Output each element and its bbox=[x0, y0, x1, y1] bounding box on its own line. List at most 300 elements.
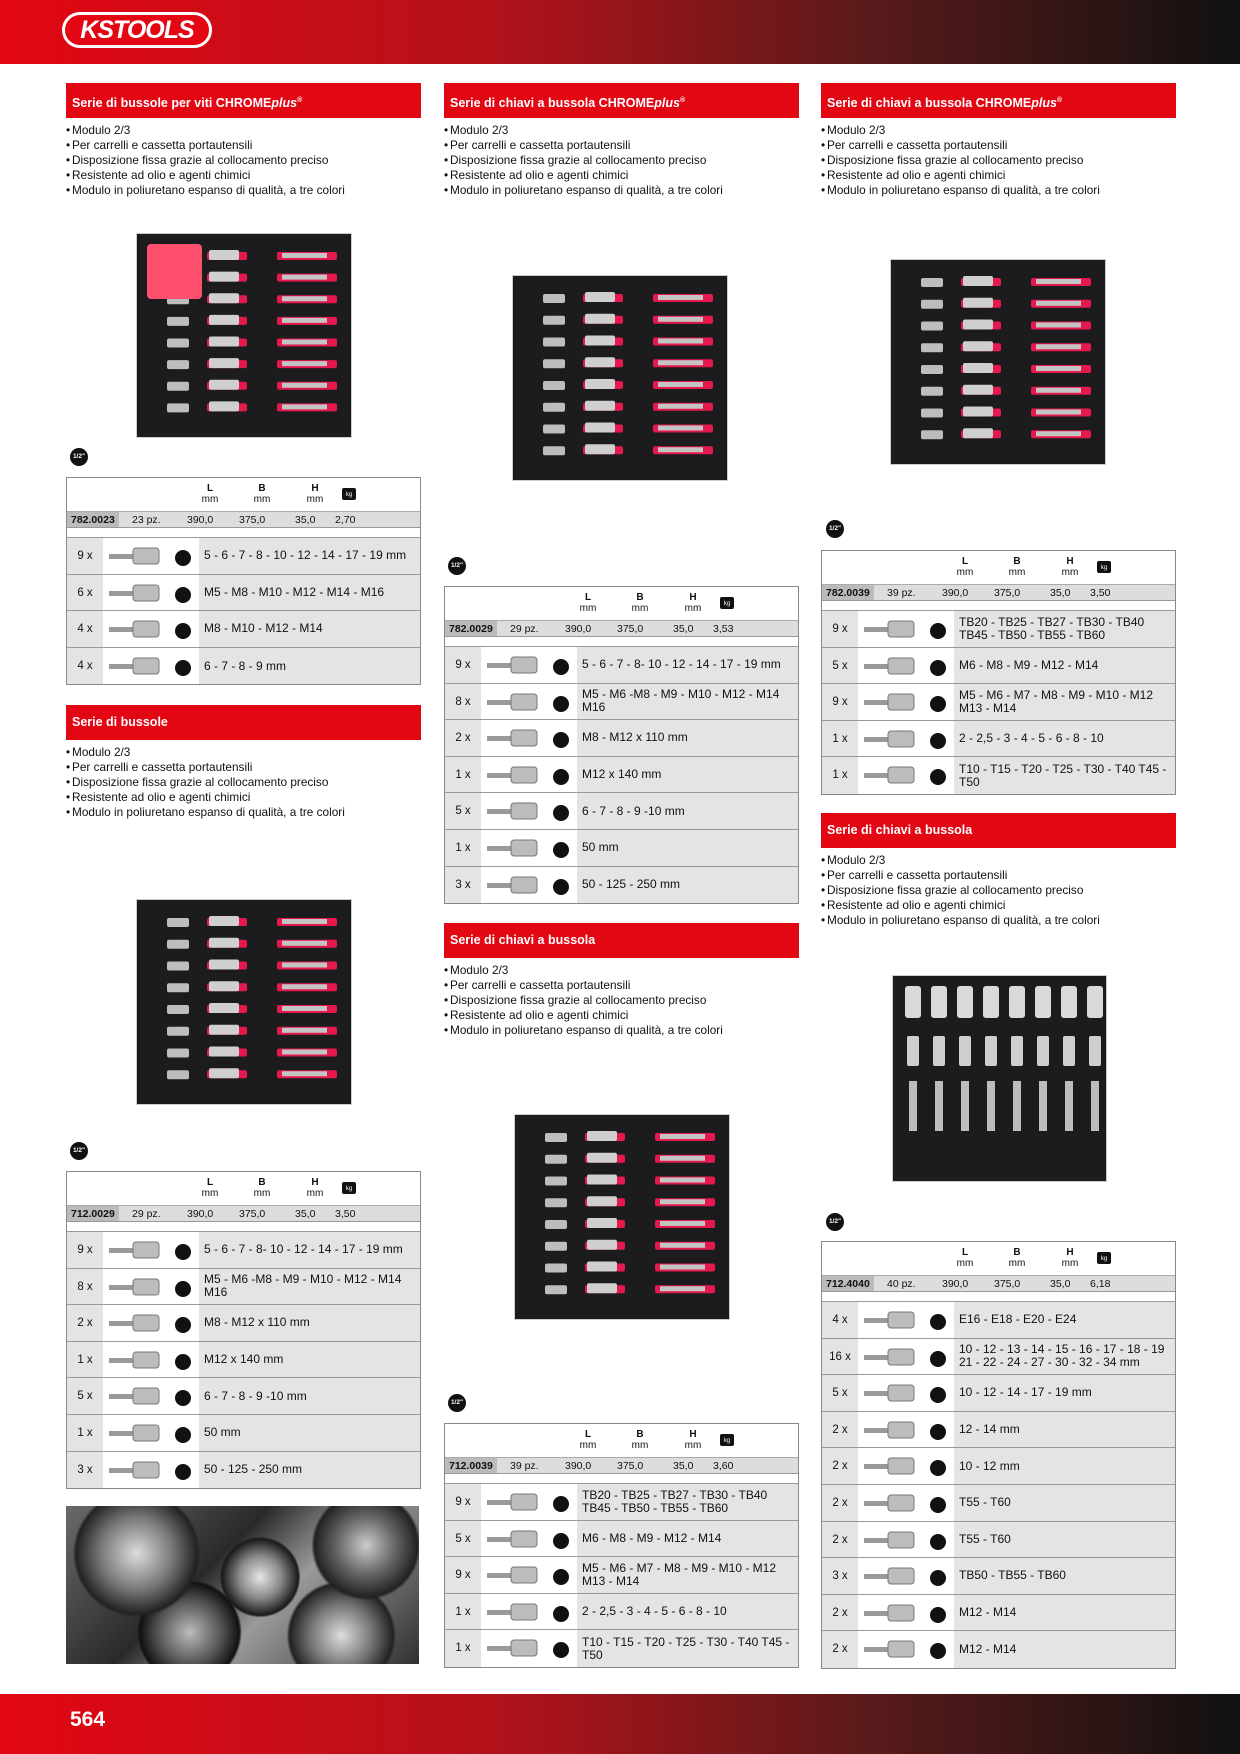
section-title: Serie di chiavi a bussola bbox=[444, 923, 799, 958]
quantity: 1 x bbox=[67, 1415, 103, 1451]
quantity: 2 x bbox=[822, 1412, 858, 1448]
table-row bbox=[445, 867, 798, 904]
size-description: T55 - T60 bbox=[954, 1522, 1175, 1558]
table-row bbox=[67, 1378, 420, 1415]
quantity: 5 x bbox=[822, 648, 858, 684]
width-header: B mm bbox=[253, 483, 271, 505]
article-row bbox=[822, 1276, 1175, 1292]
tool-icon bbox=[481, 757, 577, 793]
width-value: 375,0 bbox=[994, 587, 1021, 599]
section-title: Serie di chiavi a bussola CHROMEplus® bbox=[444, 83, 799, 118]
section-3 bbox=[444, 923, 799, 1038]
quantity: 1 x bbox=[445, 757, 481, 793]
feature-item: • Resistente ad olio e agenti chimici bbox=[821, 168, 1176, 183]
tool-image bbox=[481, 867, 577, 904]
section-0 bbox=[66, 83, 421, 198]
quantity: 9 x bbox=[822, 684, 858, 720]
tool-icon bbox=[103, 1269, 199, 1305]
feature-item: • Modulo in poliuretano espanso di qualità, a tre colori bbox=[444, 1023, 799, 1038]
tray-foam-icon bbox=[137, 234, 351, 437]
tool-icon bbox=[481, 720, 577, 756]
quantity: 2 x bbox=[445, 720, 481, 756]
weight-value: 2,70 bbox=[335, 514, 356, 526]
header-bar bbox=[0, 0, 1240, 64]
table-row bbox=[822, 1412, 1175, 1449]
quantity: 1 x bbox=[822, 757, 858, 794]
tool-icon bbox=[481, 1484, 577, 1520]
tool-image bbox=[103, 648, 199, 685]
tool-icon bbox=[858, 1485, 954, 1521]
tool-icon bbox=[103, 575, 199, 611]
quantity: 9 x bbox=[822, 611, 858, 647]
size-description: T10 - T15 - T20 - T25 - T30 - T40 T45 - T50 bbox=[577, 1630, 798, 1667]
tool-image bbox=[103, 1452, 199, 1489]
spec-header bbox=[67, 1172, 420, 1206]
tool-icon bbox=[481, 647, 577, 683]
spacer bbox=[445, 1474, 798, 1484]
size-description: 2 - 2,5 - 3 - 4 - 5 - 6 - 8 - 10 bbox=[577, 1594, 798, 1630]
width-header: B mm bbox=[631, 592, 649, 614]
length-value: 390,0 bbox=[942, 587, 969, 599]
tool-image bbox=[103, 575, 199, 611]
quantity: 3 x bbox=[445, 867, 481, 904]
article-code: 782.0029 bbox=[445, 621, 497, 636]
size-description: M12 x 140 mm bbox=[199, 1342, 420, 1378]
feature-item: • Disposizione fissa grazie al collocamento preciso bbox=[444, 153, 799, 168]
feature-item: • Per carrelli e cassetta portautensili bbox=[444, 138, 799, 153]
size-description: M12 - M14 bbox=[954, 1595, 1175, 1631]
table-row bbox=[67, 648, 420, 685]
tool-image bbox=[858, 684, 954, 720]
size-description: 50 mm bbox=[577, 830, 798, 866]
tool-image bbox=[858, 757, 954, 794]
quantity: 2 x bbox=[822, 1448, 858, 1484]
height-header: H mm bbox=[684, 1429, 702, 1451]
tool-icon bbox=[481, 830, 577, 866]
tool-image bbox=[858, 1522, 954, 1558]
tool-image bbox=[103, 1342, 199, 1378]
size-description: 10 - 12 mm bbox=[954, 1448, 1175, 1484]
size-description: M8 - M10 - M12 - M14 bbox=[199, 611, 420, 647]
quantity: 1 x bbox=[67, 1342, 103, 1378]
drive-size-badge: 1/2" bbox=[826, 520, 844, 538]
size-description: 10 - 12 - 13 - 14 - 15 - 16 - 17 - 18 - 19 21 - 22 - 24 - 27 - 30 - 32 - 34 mm bbox=[954, 1339, 1175, 1375]
quantity: 9 x bbox=[67, 1232, 103, 1268]
table-row bbox=[67, 1415, 420, 1452]
tray-foam-icon bbox=[891, 260, 1105, 464]
tray-foam-icon bbox=[137, 900, 351, 1104]
spec-table bbox=[444, 586, 799, 904]
feature-item: • Disposizione fissa grazie al collocamento preciso bbox=[821, 153, 1176, 168]
section-title: Serie di bussole per viti CHROMEplus® bbox=[66, 83, 421, 118]
table-row bbox=[445, 720, 798, 757]
size-description: M5 - M6 -M8 - M9 - M10 - M12 - M14 M16 bbox=[199, 1269, 420, 1305]
spec-header bbox=[445, 1424, 798, 1458]
article-row bbox=[822, 585, 1175, 601]
length-value: 390,0 bbox=[942, 1278, 969, 1290]
feature-item: • Resistente ad olio e agenti chimici bbox=[821, 898, 1176, 913]
tool-icon bbox=[858, 611, 954, 647]
table-row bbox=[822, 648, 1175, 685]
product-tray-image bbox=[512, 275, 728, 481]
weight-value: 3,50 bbox=[1090, 587, 1111, 599]
length-header: L mm bbox=[201, 1177, 219, 1199]
feature-item: • Resistente ad olio e agenti chimici bbox=[444, 168, 799, 183]
article-code: 782.0039 bbox=[822, 585, 874, 600]
tool-icon bbox=[481, 1521, 577, 1557]
table-row bbox=[822, 1558, 1175, 1595]
weight-kg-icon: kg bbox=[720, 597, 734, 609]
tool-icon bbox=[103, 648, 199, 684]
feature-item: • Modulo in poliuretano espanso di qualità, a tre colori bbox=[444, 183, 799, 198]
tool-icon bbox=[481, 1594, 577, 1630]
table-row bbox=[822, 611, 1175, 648]
spec-table bbox=[66, 1171, 421, 1489]
quantity: 2 x bbox=[822, 1522, 858, 1558]
tool-image bbox=[481, 1594, 577, 1630]
table-row bbox=[822, 1339, 1175, 1376]
tool-image bbox=[858, 1631, 954, 1668]
tool-icon bbox=[858, 1631, 954, 1667]
weight-value: 6,18 bbox=[1090, 1278, 1111, 1290]
height-value: 35,0 bbox=[295, 514, 316, 526]
tool-icon bbox=[481, 1630, 577, 1666]
tool-icon bbox=[481, 684, 577, 720]
size-description: M5 - M6 - M7 - M8 - M9 - M10 - M12 M13 - M14 bbox=[954, 684, 1175, 720]
tool-image bbox=[103, 538, 199, 574]
quantity: 2 x bbox=[67, 1305, 103, 1341]
tool-icon bbox=[103, 538, 199, 574]
tool-image bbox=[858, 1412, 954, 1448]
weight-kg-icon: kg bbox=[342, 488, 356, 500]
table-row bbox=[822, 757, 1175, 794]
size-description: M12 - M14 bbox=[954, 1631, 1175, 1668]
size-description: 6 - 7 - 8 - 9 -10 mm bbox=[199, 1378, 420, 1414]
product-tray-image bbox=[890, 259, 1106, 465]
spec-header bbox=[445, 587, 798, 621]
size-description: 12 - 14 mm bbox=[954, 1412, 1175, 1448]
section-title: Serie di chiavi a bussola bbox=[821, 813, 1176, 848]
tool-image bbox=[481, 1630, 577, 1667]
weight-kg-icon: kg bbox=[342, 1182, 356, 1194]
quantity: 2 x bbox=[822, 1631, 858, 1668]
feature-item: • Disposizione fissa grazie al collocamento preciso bbox=[66, 775, 421, 790]
drive-size-badge: 1/2" bbox=[70, 448, 88, 466]
feature-item: • Modulo 2/3 bbox=[821, 123, 1176, 138]
feature-item: • Per carrelli e cassetta portautensili bbox=[66, 138, 421, 153]
spec-header bbox=[67, 478, 420, 512]
feature-item: • Per carrelli e cassetta portautensili bbox=[821, 868, 1176, 883]
tool-icon bbox=[103, 1232, 199, 1268]
feature-item: • Modulo in poliuretano espanso di qualità, a tre colori bbox=[821, 913, 1176, 928]
tool-icon bbox=[858, 721, 954, 757]
table-row bbox=[822, 1448, 1175, 1485]
size-description: 50 - 125 - 250 mm bbox=[577, 867, 798, 904]
tool-icon bbox=[858, 1522, 954, 1558]
quantity: 2 x bbox=[822, 1595, 858, 1631]
size-description: 5 - 6 - 7 - 8 - 10 - 12 - 14 - 17 - 19 mm bbox=[199, 538, 420, 574]
feature-list bbox=[66, 745, 421, 820]
tool-image bbox=[103, 611, 199, 647]
size-description: M5 - M8 - M10 - M12 - M14 - M16 bbox=[199, 575, 420, 611]
size-description: M5 - M6 - M7 - M8 - M9 - M10 - M12 M13 - M14 bbox=[577, 1557, 798, 1593]
feature-item: • Resistente ad olio e agenti chimici bbox=[66, 790, 421, 805]
feature-item: • Disposizione fissa grazie al collocamento preciso bbox=[66, 153, 421, 168]
tool-image bbox=[858, 1302, 954, 1338]
quantity: 1 x bbox=[445, 1594, 481, 1630]
weight-kg-icon: kg bbox=[1097, 1252, 1111, 1264]
quantity: 5 x bbox=[445, 1521, 481, 1557]
tool-image bbox=[858, 1595, 954, 1631]
weight-value: 3,53 bbox=[713, 623, 734, 635]
quantity: 1 x bbox=[822, 721, 858, 757]
width-value: 375,0 bbox=[994, 1278, 1021, 1290]
length-value: 390,0 bbox=[187, 1208, 214, 1220]
feature-item: • Per carrelli e cassetta portautensili bbox=[444, 978, 799, 993]
tool-image bbox=[103, 1378, 199, 1414]
size-description: 10 - 12 - 14 - 17 - 19 mm bbox=[954, 1375, 1175, 1411]
tool-image bbox=[481, 830, 577, 866]
height-header: H mm bbox=[684, 592, 702, 614]
tool-image bbox=[858, 648, 954, 684]
feature-item: • Per carrelli e cassetta portautensili bbox=[66, 760, 421, 775]
table-row bbox=[445, 684, 798, 721]
table-row bbox=[445, 830, 798, 867]
height-header: H mm bbox=[306, 1177, 324, 1199]
article-row bbox=[445, 1458, 798, 1474]
tool-image bbox=[481, 720, 577, 756]
feature-item: • Modulo 2/3 bbox=[821, 853, 1176, 868]
height-value: 35,0 bbox=[1050, 587, 1071, 599]
section-1 bbox=[66, 705, 421, 820]
product-tray-image bbox=[892, 975, 1107, 1182]
tool-icon bbox=[103, 611, 199, 647]
width-header: B mm bbox=[1008, 1247, 1026, 1269]
tool-image bbox=[481, 793, 577, 829]
feature-item: • Modulo 2/3 bbox=[444, 963, 799, 978]
height-value: 35,0 bbox=[295, 1208, 316, 1220]
section-2 bbox=[444, 83, 799, 198]
table-row bbox=[445, 1521, 798, 1558]
tray-foam-icon bbox=[513, 276, 727, 480]
size-description: TB20 - TB25 - TB27 - TB30 - TB40 TB45 - TB50 - TB55 - TB60 bbox=[577, 1484, 798, 1520]
spacer bbox=[445, 637, 798, 647]
feature-item: • Resistente ad olio e agenti chimici bbox=[66, 168, 421, 183]
table-row bbox=[67, 575, 420, 612]
quantity: 5 x bbox=[822, 1375, 858, 1411]
tool-icon bbox=[858, 1448, 954, 1484]
table-row bbox=[445, 793, 798, 830]
quantity: 5 x bbox=[67, 1378, 103, 1414]
tool-icon bbox=[103, 1452, 199, 1488]
feature-item: • Modulo 2/3 bbox=[66, 123, 421, 138]
spacer bbox=[67, 1222, 420, 1232]
table-row bbox=[67, 538, 420, 575]
tool-icon bbox=[481, 793, 577, 829]
table-row bbox=[445, 1484, 798, 1521]
drive-size-badge: 1/2" bbox=[70, 1142, 88, 1160]
table-row bbox=[67, 1269, 420, 1306]
tool-image bbox=[103, 1232, 199, 1268]
tray-foam-icon bbox=[515, 1115, 729, 1319]
tool-image bbox=[858, 1485, 954, 1521]
size-description: M8 - M12 x 110 mm bbox=[577, 720, 798, 756]
size-description: 50 - 125 - 250 mm bbox=[199, 1452, 420, 1489]
article-code: 712.0039 bbox=[445, 1458, 497, 1473]
table-row bbox=[822, 1302, 1175, 1339]
article-code: 712.0029 bbox=[67, 1206, 119, 1221]
tool-image bbox=[858, 1339, 954, 1375]
tool-image bbox=[858, 1375, 954, 1411]
tool-icon bbox=[858, 1302, 954, 1338]
feature-item: • Disposizione fissa grazie al collocamento preciso bbox=[444, 993, 799, 1008]
tool-icon bbox=[481, 867, 577, 903]
tool-image bbox=[858, 611, 954, 647]
feature-item: • Modulo in poliuretano espanso di qualità, a tre colori bbox=[66, 183, 421, 198]
width-header: B mm bbox=[631, 1429, 649, 1451]
quantity: 9 x bbox=[445, 1557, 481, 1593]
tool-image bbox=[481, 1521, 577, 1557]
feature-list bbox=[444, 963, 799, 1038]
size-description: M6 - M8 - M9 - M12 - M14 bbox=[954, 648, 1175, 684]
spacer bbox=[822, 1292, 1175, 1302]
length-header: L mm bbox=[201, 483, 219, 505]
feature-list bbox=[66, 123, 421, 198]
quantity: 4 x bbox=[67, 611, 103, 647]
table-row bbox=[67, 1342, 420, 1379]
size-description: 6 - 7 - 8 - 9 -10 mm bbox=[577, 793, 798, 829]
spec-table bbox=[821, 550, 1176, 795]
piece-count: 29 pz. bbox=[510, 623, 539, 635]
length-value: 390,0 bbox=[187, 514, 214, 526]
width-header: B mm bbox=[253, 1177, 271, 1199]
height-header: H mm bbox=[1061, 556, 1079, 578]
length-header: L mm bbox=[956, 1247, 974, 1269]
page-number: 564 bbox=[70, 1708, 106, 1731]
tool-image bbox=[103, 1415, 199, 1451]
tool-icon bbox=[103, 1342, 199, 1378]
table-row bbox=[822, 1522, 1175, 1559]
tool-image bbox=[858, 721, 954, 757]
quantity: 9 x bbox=[445, 647, 481, 683]
size-description: M5 - M6 -M8 - M9 - M10 - M12 - M14 M16 bbox=[577, 684, 798, 720]
table-row bbox=[67, 1305, 420, 1342]
table-row bbox=[822, 1375, 1175, 1412]
tool-icon bbox=[103, 1415, 199, 1451]
tray-foam-icon bbox=[893, 976, 1106, 1181]
feature-item: • Modulo 2/3 bbox=[66, 745, 421, 760]
size-description: T10 - T15 - T20 - T25 - T30 - T40 T45 - T50 bbox=[954, 757, 1175, 794]
article-row bbox=[67, 512, 420, 528]
spec-table bbox=[444, 1423, 799, 1668]
quantity: 9 x bbox=[445, 1484, 481, 1520]
weight-value: 3,60 bbox=[713, 1460, 734, 1472]
table-row bbox=[822, 1485, 1175, 1522]
article-code: 712.4040 bbox=[822, 1276, 874, 1291]
tool-image bbox=[103, 1269, 199, 1305]
article-row bbox=[445, 621, 798, 637]
quantity: 6 x bbox=[67, 575, 103, 611]
drive-size-badge: 1/2" bbox=[448, 1394, 466, 1412]
tool-image bbox=[481, 1557, 577, 1593]
feature-item: • Disposizione fissa grazie al collocamento preciso bbox=[821, 883, 1176, 898]
table-row bbox=[822, 721, 1175, 758]
sockets-photo bbox=[66, 1506, 419, 1664]
feature-list bbox=[444, 123, 799, 198]
size-description: 6 - 7 - 8 - 9 mm bbox=[199, 648, 420, 685]
quantity: 9 x bbox=[67, 538, 103, 574]
width-value: 375,0 bbox=[239, 514, 266, 526]
tool-icon bbox=[858, 1558, 954, 1594]
table-row bbox=[445, 1630, 798, 1667]
quantity: 3 x bbox=[822, 1558, 858, 1594]
tool-icon bbox=[858, 757, 954, 793]
tool-image bbox=[103, 1305, 199, 1341]
tool-image bbox=[481, 647, 577, 683]
brand-logo: KSTOOLS bbox=[62, 12, 212, 48]
size-description: M8 - M12 x 110 mm bbox=[199, 1305, 420, 1341]
quantity: 8 x bbox=[67, 1269, 103, 1305]
table-row bbox=[822, 684, 1175, 721]
quantity: 5 x bbox=[445, 793, 481, 829]
tool-icon bbox=[858, 684, 954, 720]
quantity: 1 x bbox=[445, 1630, 481, 1667]
size-description: 2 - 2,5 - 3 - 4 - 5 - 6 - 8 - 10 bbox=[954, 721, 1175, 757]
product-tray-image bbox=[136, 233, 352, 438]
size-description: 5 - 6 - 7 - 8- 10 - 12 - 14 - 17 - 19 mm bbox=[199, 1232, 420, 1268]
section-4 bbox=[821, 83, 1176, 198]
feature-item: • Per carrelli e cassetta portautensili bbox=[821, 138, 1176, 153]
tool-image bbox=[481, 757, 577, 793]
table-row bbox=[67, 611, 420, 648]
article-row bbox=[67, 1206, 420, 1222]
spacer bbox=[67, 528, 420, 538]
height-value: 35,0 bbox=[1050, 1278, 1071, 1290]
piece-count: 40 pz. bbox=[887, 1278, 916, 1290]
section-5 bbox=[821, 813, 1176, 928]
table-row bbox=[822, 1631, 1175, 1668]
footer-bar bbox=[0, 1694, 1240, 1754]
tool-icon bbox=[103, 1305, 199, 1341]
tool-icon bbox=[858, 1595, 954, 1631]
size-description: 50 mm bbox=[199, 1415, 420, 1451]
quantity: 8 x bbox=[445, 684, 481, 720]
tool-image bbox=[858, 1448, 954, 1484]
spec-table bbox=[66, 477, 421, 685]
product-tray-image bbox=[514, 1114, 730, 1320]
section-title: Serie di bussole bbox=[66, 705, 421, 740]
length-header: L mm bbox=[579, 1429, 597, 1451]
length-value: 390,0 bbox=[565, 623, 592, 635]
size-description: 5 - 6 - 7 - 8- 10 - 12 - 14 - 17 - 19 mm bbox=[577, 647, 798, 683]
tool-icon bbox=[858, 648, 954, 684]
tool-icon bbox=[858, 1375, 954, 1411]
table-row bbox=[822, 1595, 1175, 1632]
width-value: 375,0 bbox=[617, 623, 644, 635]
article-code: 782.0023 bbox=[67, 512, 119, 527]
quantity: 1 x bbox=[445, 830, 481, 866]
quantity: 3 x bbox=[67, 1452, 103, 1489]
quantity: 2 x bbox=[822, 1485, 858, 1521]
tool-icon bbox=[858, 1339, 954, 1375]
drive-size-badge: 1/2" bbox=[448, 557, 466, 575]
table-row bbox=[445, 757, 798, 794]
size-description: TB50 - TB55 - TB60 bbox=[954, 1558, 1175, 1594]
table-row bbox=[67, 1452, 420, 1489]
spec-header bbox=[822, 1242, 1175, 1276]
product-tray-image bbox=[136, 899, 352, 1105]
length-value: 390,0 bbox=[565, 1460, 592, 1472]
